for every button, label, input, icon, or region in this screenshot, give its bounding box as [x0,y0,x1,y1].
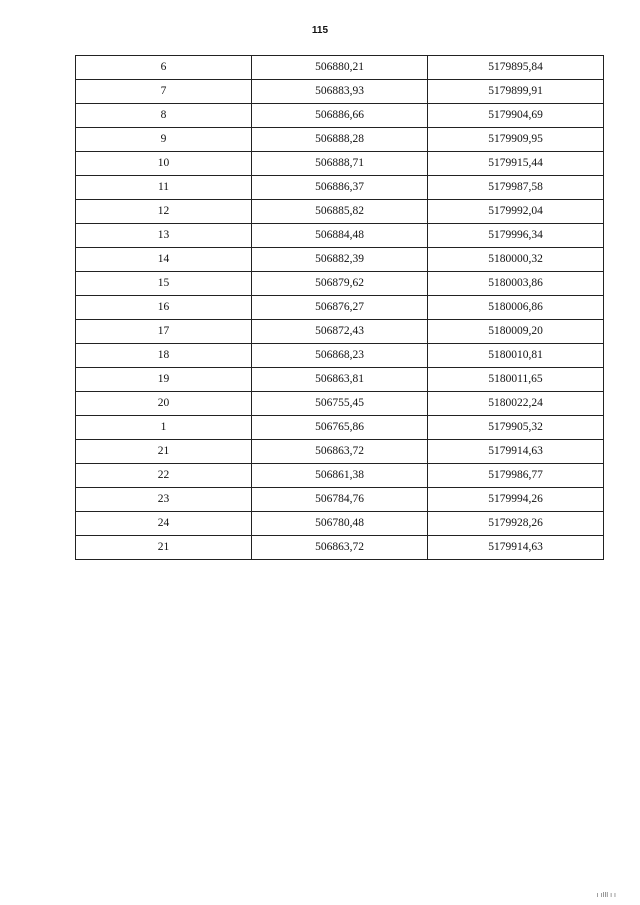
point-number-cell: 17 [76,320,252,344]
x-coordinate-cell: 506888,28 [252,128,428,152]
table-row [76,56,604,80]
coordinates-table [75,55,604,560]
y-coordinate-cell: 5179909,95 [428,128,604,152]
point-number-cell: 16 [76,296,252,320]
table-row [76,272,604,296]
x-coordinate-cell: 506884,48 [252,224,428,248]
point-number-cell: 11 [76,176,252,200]
point-number-cell: 6 [76,56,252,80]
point-number-cell: 21 [76,440,252,464]
table-row [76,152,604,176]
table-row [76,80,604,104]
y-coordinate-cell: 5180000,32 [428,248,604,272]
x-coordinate-cell: 506868,23 [252,344,428,368]
x-coordinate-cell: 506863,81 [252,368,428,392]
table-row [76,488,604,512]
point-number-cell: 1 [76,416,252,440]
y-coordinate-cell: 5180003,86 [428,272,604,296]
x-coordinate-cell: 506765,86 [252,416,428,440]
y-coordinate-cell: 5179904,69 [428,104,604,128]
point-number-cell: 7 [76,80,252,104]
table-row [76,536,604,560]
x-coordinate-cell: 506755,45 [252,392,428,416]
x-coordinate-cell: 506861,38 [252,464,428,488]
y-coordinate-cell: 5179899,91 [428,80,604,104]
y-coordinate-cell: 5179915,44 [428,152,604,176]
y-coordinate-cell: 5180010,81 [428,344,604,368]
point-number-cell: 20 [76,392,252,416]
table-row [76,104,604,128]
point-number-cell: 23 [76,488,252,512]
point-number-cell: 21 [76,536,252,560]
point-number-cell: 18 [76,344,252,368]
x-coordinate-cell: 506863,72 [252,440,428,464]
y-coordinate-cell: 5179987,58 [428,176,604,200]
y-coordinate-cell: 5180006,86 [428,296,604,320]
y-coordinate-cell: 5179905,32 [428,416,604,440]
table-row [76,512,604,536]
table-row [76,440,604,464]
table-row [76,248,604,272]
x-coordinate-cell: 506886,66 [252,104,428,128]
table-row [76,416,604,440]
point-number-cell: 12 [76,200,252,224]
table-row [76,368,604,392]
footer-mark: ı ıIII ı ı [596,892,616,899]
y-coordinate-cell: 5179992,04 [428,200,604,224]
point-number-cell: 22 [76,464,252,488]
y-coordinate-cell: 5180011,65 [428,368,604,392]
table-row [76,296,604,320]
y-coordinate-cell: 5179895,84 [428,56,604,80]
y-coordinate-cell: 5179928,26 [428,512,604,536]
point-number-cell: 24 [76,512,252,536]
x-coordinate-cell: 506780,48 [252,512,428,536]
x-coordinate-cell: 506883,93 [252,80,428,104]
point-number-cell: 10 [76,152,252,176]
x-coordinate-cell: 506876,27 [252,296,428,320]
y-coordinate-cell: 5180022,24 [428,392,604,416]
table-row [76,176,604,200]
y-coordinate-cell: 5179986,77 [428,464,604,488]
point-number-cell: 14 [76,248,252,272]
x-coordinate-cell: 506879,62 [252,272,428,296]
point-number-cell: 15 [76,272,252,296]
point-number-cell: 8 [76,104,252,128]
table-row [76,392,604,416]
x-coordinate-cell: 506882,39 [252,248,428,272]
x-coordinate-cell: 506888,71 [252,152,428,176]
y-coordinate-cell: 5180009,20 [428,320,604,344]
point-number-cell: 19 [76,368,252,392]
table-row [76,224,604,248]
point-number-cell: 13 [76,224,252,248]
x-coordinate-cell: 506880,21 [252,56,428,80]
table-row [76,128,604,152]
x-coordinate-cell: 506863,72 [252,536,428,560]
table-row [76,464,604,488]
x-coordinate-cell: 506784,76 [252,488,428,512]
table-row [76,320,604,344]
point-number-cell: 9 [76,128,252,152]
x-coordinate-cell: 506885,82 [252,200,428,224]
x-coordinate-cell: 506886,37 [252,176,428,200]
x-coordinate-cell: 506872,43 [252,320,428,344]
y-coordinate-cell: 5179996,34 [428,224,604,248]
coordinates-table-body [76,56,604,560]
y-coordinate-cell: 5179914,63 [428,440,604,464]
y-coordinate-cell: 5179994,26 [428,488,604,512]
page-number: 115 [311,25,329,36]
y-coordinate-cell: 5179914,63 [428,536,604,560]
table-row [76,200,604,224]
table-row [76,344,604,368]
